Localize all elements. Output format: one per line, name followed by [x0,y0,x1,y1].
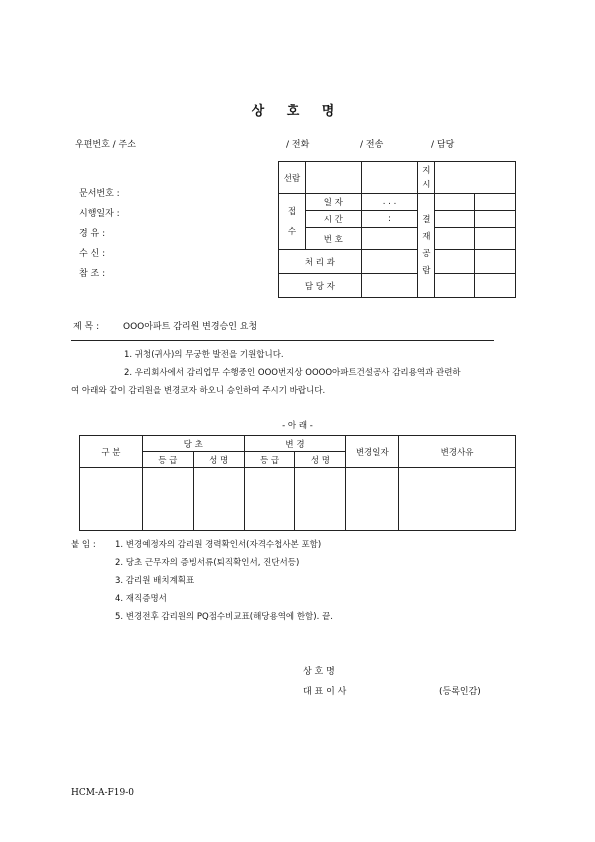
fax-label: / 전송 [360,140,384,150]
date-label: 일 자 [305,194,361,211]
approval-review-label [418,194,435,298]
jeom-label: 접 [287,206,297,217]
signature-company: 상 호 명 [303,667,335,677]
approval-cell [435,228,475,250]
changed-header: 변 경 [244,436,346,452]
date-value: . . . [361,194,418,211]
manager-label: / 담당 [431,140,455,150]
table-cell [80,468,143,531]
table-cell [244,468,295,531]
time-label: 시 간 [305,211,361,228]
attachment-item: 2. 당초 근무자의 증빙서류(퇴직확인서, 진단서등) [115,558,300,568]
number-label: 번 호 [305,228,361,250]
document-title: 상 호 명 [251,104,344,119]
attachments-label: 붙 임 : [71,540,96,550]
phone-label: / 전화 [286,140,310,150]
time-value: : [361,211,418,228]
su-label: 수 [287,226,297,237]
table-cell [399,468,516,531]
attachment-item: 5. 변경전후 감리원의 PQ점수비교표(해당용역에 한함). 끝. [115,612,333,622]
below-heading: - 아 래 - [282,421,313,431]
changed-grade-header: 등 급 [244,452,295,468]
category-header: 구 분 [80,436,143,468]
ji-label: 지 [422,165,431,176]
sungram-value-cell [361,162,418,194]
jae-label: 재 [422,231,431,242]
reference-label: 참 조 : [79,269,106,279]
number-value [361,228,418,250]
paragraph-2-line-1: 2. 우리회사에서 감리업무 수행중인 OOO번지상 OOOO아파트건설공사 감리용역과 관련하 [124,368,461,378]
address-label: 우편번호 / 주소 [75,140,136,150]
change-date-header: 변경일자 [346,436,399,468]
processing-dept-label: 처 리 과 [279,250,362,274]
approval-cell [435,274,475,298]
sungram-cell [305,162,361,194]
si-label: 시 [422,179,431,190]
processing-dept-value [361,250,418,274]
original-header: 당 초 [142,436,244,452]
paragraph-1: 1. 귀청(귀사)의 무궁한 발전을 기원합니다. [124,350,284,360]
doc-number-label: 문서번호 : [79,189,120,199]
sungram-label: 선람 [279,162,306,194]
subject-underline [71,340,494,341]
reception-approval-box [278,161,516,298]
approval-cell [435,211,475,228]
table-cell [295,468,346,531]
attachment-item: 1. 변경예정자의 감리원 경력확인서(자격수첩사본 포함) [115,540,322,550]
ram-label: 람 [422,265,431,276]
change-reason-header: 변경사유 [399,436,516,468]
paragraph-2-line-2: 여 아래와 같이 감리원을 변경코자 하오니 승인하여 주시기 바랍니다. [71,386,326,396]
person-in-charge-value [361,274,418,298]
approval-cell [435,250,475,274]
reception-label [279,194,306,250]
change-table [79,435,516,531]
original-grade-header: 등 급 [142,452,193,468]
issue-date-label: 시행일자 : [79,209,120,219]
signature-ceo: 대 표 이 사 [303,687,347,697]
approval-cell [475,228,516,250]
instruction-label [418,162,435,194]
approval-cell [475,250,516,274]
recipient-label: 수 신 : [79,249,106,259]
person-in-charge-label: 담 당 자 [279,274,362,298]
signature-seal: (등록인감) [439,687,481,697]
changed-name-header: 성 명 [295,452,346,468]
original-name-header: 성 명 [193,452,244,468]
approval-cell [475,194,516,211]
subject-text: OOO아파트 감리원 변경승인 요청 [123,322,258,332]
table-cell [346,468,399,531]
gyeol-label: 결 [422,214,431,225]
table-cell [142,468,193,531]
subject-label: 제 목 : [73,322,100,332]
gong-label: 공 [422,248,431,259]
approval-cell [475,274,516,298]
attachment-item: 4. 재직증명서 [115,594,167,604]
approval-cell [475,211,516,228]
form-code: HCM-A-F19-0 [71,788,134,798]
instruction-cell [435,162,516,194]
table-cell [193,468,244,531]
attachment-item: 3. 감리원 배치계획표 [115,576,195,586]
approval-cell [435,194,475,211]
via-label: 경 유 : [79,229,106,239]
